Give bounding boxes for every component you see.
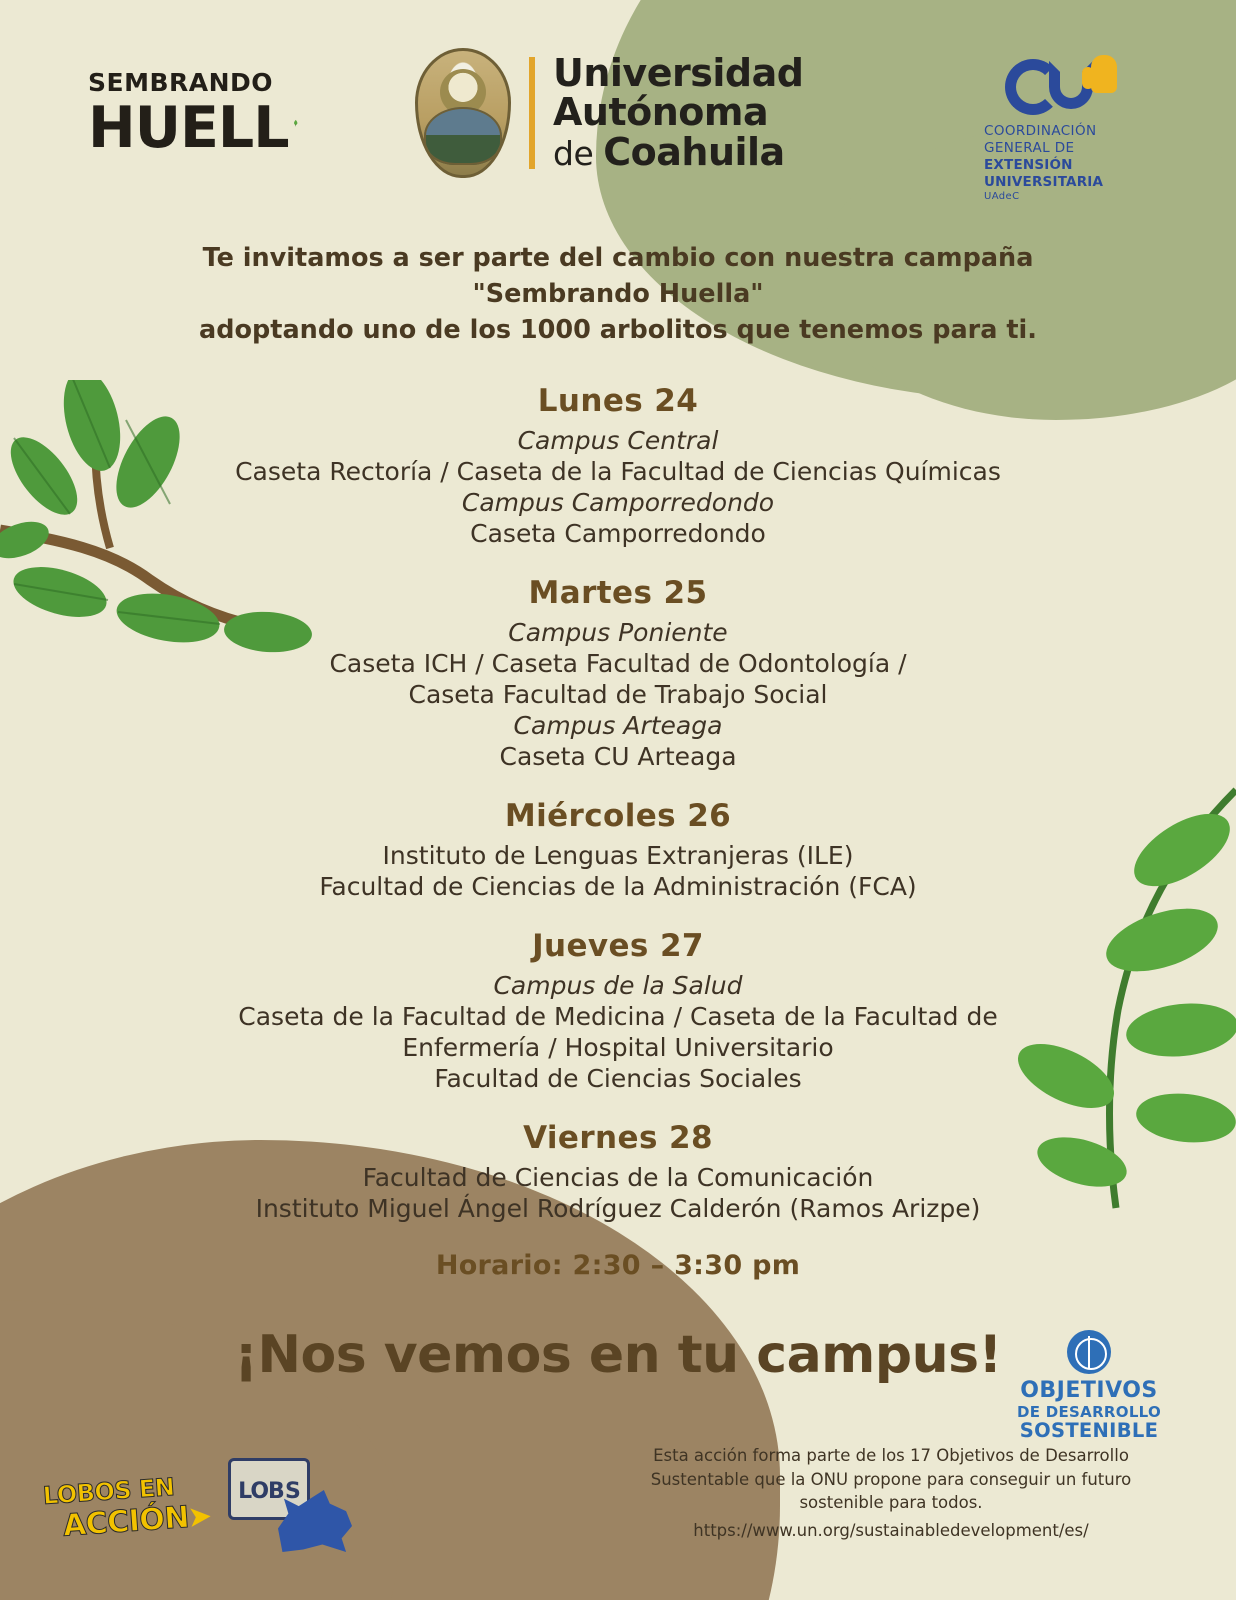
schedule-day-title: Lunes 24 (537, 382, 699, 419)
schedule-day-line: Campus Central (517, 425, 719, 455)
footnote-link[interactable]: https://www.un.org/sustainabledevelopment/es/ (693, 1520, 1089, 1540)
university-name-line2: Autónoma (553, 90, 769, 135)
extension-line2: GENERAL DE (984, 139, 1075, 156)
sdg-line2: DE DESARROLLO (1016, 1402, 1162, 1421)
eu-monogram-icon (999, 55, 1119, 117)
schedule-day-line: Caseta ICH / Caseta Facultad de Odontología / (329, 648, 907, 678)
university-name-line3: Coahuila (603, 129, 785, 174)
hand-icon (1091, 55, 1117, 93)
invitation-line-2: "Sembrando Huella" (472, 279, 764, 310)
invitation-line-1: Te invitamos a ser parte del cambio con nuestra campaña (202, 243, 1034, 273)
un-emblem-icon (1067, 1330, 1111, 1374)
campaign-logo (88, 68, 298, 161)
extension-coordination-logo (966, 55, 1151, 203)
campaign-logo-line1: SEMBRANDO (88, 68, 274, 97)
schedule-day-line: Campus de la Salud (493, 970, 743, 1000)
schedule-day-line: Caseta Facultad de Trabajo Social (408, 679, 828, 709)
lobos-wolf-logo (228, 1456, 348, 1552)
schedule-day (0, 928, 1236, 1094)
schedule-day-line: Instituto Miguel Ángel Rodríguez Calderón (Ramos Arizpe) (255, 1193, 981, 1223)
schedule-day-title: Jueves 27 (532, 927, 704, 964)
schedule-hours: Horario: 2:30 – 3:30 pm (435, 1249, 801, 1281)
schedule-day-line: Campus Camporredondo (461, 487, 775, 517)
lobos-accion-line2: ACCIÓN (61, 1499, 191, 1544)
schedule-day-line: Facultad de Ciencias de la Administración (FCA) (319, 871, 917, 901)
schedule-day-line: Caseta Rectoría / Caseta de la Facultad de Ciencias Químicas (235, 456, 1001, 486)
tree-icon (293, 95, 298, 151)
footnote-line2: Sustentable que la ONU propone para conseguir un futuro (650, 1469, 1132, 1489)
university-name-line1: Universidad (553, 50, 804, 95)
footnote (621, 1444, 1161, 1542)
schedule-day-title: Miércoles 26 (504, 797, 732, 834)
lobos-badge-text: LOB S (238, 1479, 300, 1504)
footnote-line3: sostenible para todos. (799, 1493, 983, 1513)
schedule-day-line: Campus Poniente (508, 617, 728, 647)
extension-line4: UNIVERSITARIA (984, 173, 1104, 190)
schedule-day (0, 798, 1236, 902)
invitation-line-3: adoptando uno de los 1000 arbolitos que tenemos para ti. (199, 315, 1037, 346)
schedule-day-title: Viernes 28 (523, 1119, 713, 1156)
schedule-day (0, 1120, 1236, 1224)
schedule-day (0, 575, 1236, 772)
schedule-day-line: Caseta de la Facultad de Medicina / Caseta de la Facultad de (238, 1001, 998, 1031)
invitation-text (168, 240, 1068, 349)
sdg-line3: SOSTENIBLE (1019, 1419, 1159, 1443)
schedule-day (0, 383, 1236, 549)
schedule-day-line: Instituto de Lenguas Extranjeras (ILE) (382, 840, 854, 870)
schedule-list (0, 383, 1236, 1281)
closing-headline: ¡Nos vemos en tu campus! (234, 1324, 1002, 1385)
schedule-day-line: Caseta Camporredondo (470, 518, 766, 548)
arrow-icon: ➤ (187, 1500, 212, 1532)
schedule-day-line: Caseta CU Arteaga (499, 741, 737, 771)
schedule-day-line: Enfermería / Hospital Universitario (402, 1032, 834, 1062)
schedule-day-line: Facultad de Ciencias Sociales (434, 1063, 802, 1093)
schedule-day-line: Facultad de Ciencias de la Comunicación (362, 1162, 874, 1192)
lobos-accion-line1: LOBOS EN (41, 1472, 176, 1511)
university-name (553, 50, 804, 174)
extension-line3: EXTENSIÓN (984, 156, 1073, 173)
extension-line1: COORDINACIÓN (984, 123, 1097, 139)
sdg-line1: OBJETIVOS (1020, 1378, 1158, 1403)
schedule-day-line: Campus Arteaga (513, 710, 723, 740)
extension-line5: UAdeC (984, 190, 1020, 202)
schedule-day-title: Martes 25 (528, 574, 708, 611)
university-name-line3-prefix: de (553, 133, 604, 173)
logo-divider (529, 57, 535, 169)
campaign-logo-line2: HUELL (88, 94, 289, 161)
lobos-en-accion-logo (41, 1472, 212, 1545)
university-seal-icon (415, 48, 511, 178)
sdg-badge (1014, 1330, 1164, 1442)
footnote-line1: Esta acción forma parte de los 17 Objetivos de Desarrollo (653, 1446, 1129, 1466)
university-logo (415, 48, 803, 178)
poster-header (0, 0, 1236, 230)
